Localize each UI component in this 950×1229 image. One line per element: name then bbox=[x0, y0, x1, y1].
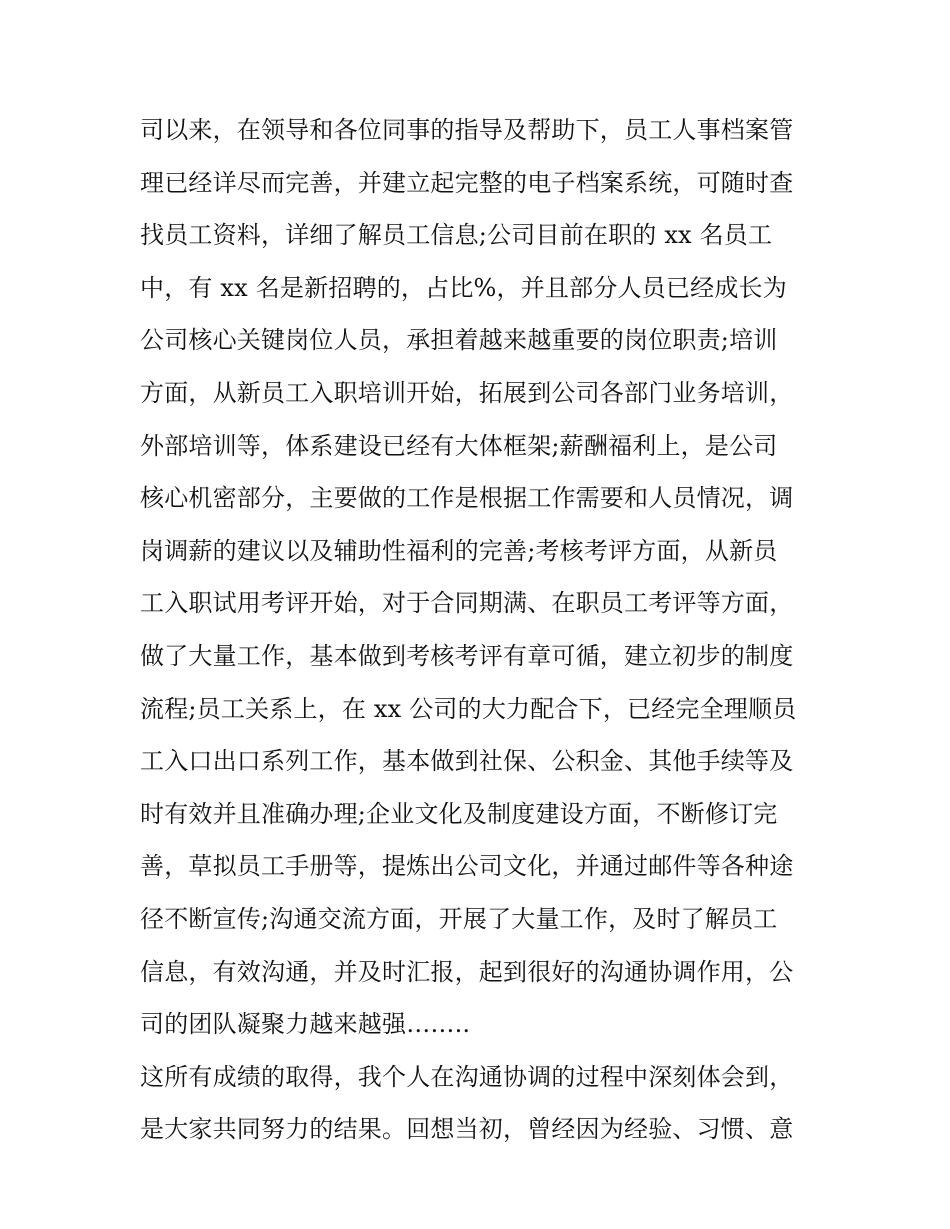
text-line: 外部培训等，体系建设已经有大体框架;薪酬福利上，是公司 bbox=[140, 431, 778, 460]
text-line: 工入口出口系列工作，基本做到社保、公积金、其他手续等及 bbox=[140, 747, 794, 776]
text-line: 中，有 xx 名是新招聘的，占比%，并且部分人员已经成长为 bbox=[140, 273, 787, 302]
text-line: 这所有成绩的取得，我个人在沟通协调的过程中深刻体会到， bbox=[140, 1062, 794, 1091]
text-line: 岗调薪的建议以及辅助性福利的完善;考核考评方面，从新员 bbox=[140, 536, 778, 565]
text-line: 径不断宣传;沟通交流方面，开展了大量工作，及时了解员工 bbox=[140, 904, 778, 933]
text-line: 核心机密部分，主要做的工作是根据工作需要和人员情况，调 bbox=[140, 484, 794, 513]
text-line: 时有效并且准确办理;企业文化及制度建设方面，不断修订完 bbox=[140, 799, 778, 828]
text-line: 工入职试用考评开始，对于合同期满、在职员工考评等方面， bbox=[140, 589, 794, 618]
text-line: 司的团队凝聚力越来越强…….. bbox=[140, 1010, 471, 1039]
text-line: 理已经详尽而完善，并建立起完整的电子档案系统，可随时查 bbox=[140, 168, 794, 197]
text-line: 信息，有效沟通，并及时汇报，起到很好的沟通协调作用，公 bbox=[140, 957, 794, 986]
text-line: 公司核心关键岗位人员，承担着越来越重要的岗位职责;培训 bbox=[140, 326, 778, 355]
text-line: 善，草拟员工手册等，提炼出公司文化，并通过邮件等各种途 bbox=[140, 852, 794, 881]
text-line: 找员工资料，详细了解员工信息;公司目前在职的 xx 名员工 bbox=[140, 221, 773, 250]
text-line: 流程;员工关系上，在 xx 公司的大力配合下，已经完全理顺员 bbox=[140, 694, 797, 723]
text-line: 方面，从新员工入职培训开始，拓展到公司各部门业务培训， bbox=[140, 378, 794, 407]
text-line: 司以来，在领导和各位同事的指导及帮助下，员工人事档案管 bbox=[140, 116, 794, 144]
body-text bbox=[140, 104, 820, 1156]
text-line: 做了大量工作，基本做到考核考评有章可循，建立初步的制度 bbox=[140, 641, 794, 670]
text-line: 是大家共同努力的结果。回想当初，曾经因为经验、习惯、意 bbox=[140, 1115, 794, 1144]
